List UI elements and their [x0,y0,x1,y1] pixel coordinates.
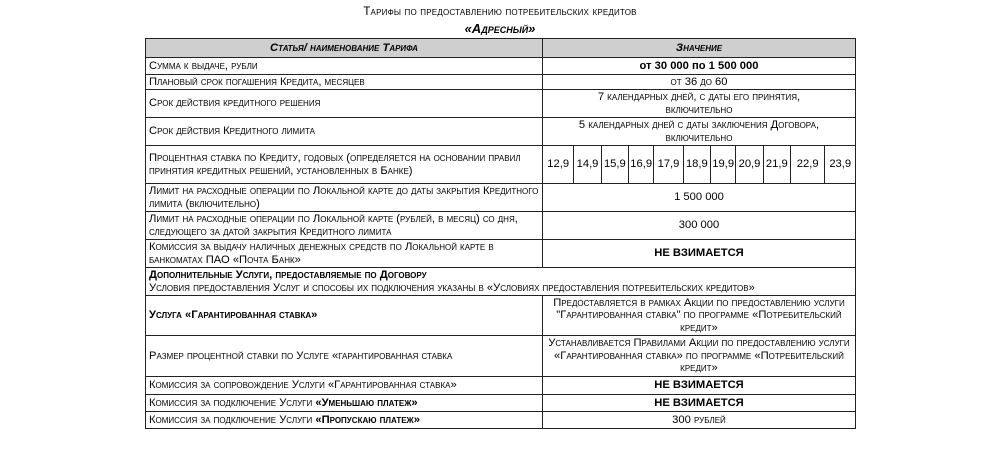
row-label-service: «Пропускаю платеж» [315,413,420,426]
table-row-rate [146,146,856,184]
table-row [146,336,856,377]
rate-value: 20,9 [736,146,763,184]
table-row [146,90,856,118]
rate-value: 22,9 [790,146,824,184]
header-value: Значение [542,39,855,58]
row-label: Процентная ставка по Кредиту, годовых (определяется на основании правил принятия кредитных решений, установленных в Банке) [146,146,543,184]
row-label-service: «Уменьшаю платеж» [315,396,418,409]
row-label: Комиссия за сопровождение Услуги «Гарантированная ставка» [146,377,543,395]
table-row [146,377,856,395]
row-label: Услуга «Гарантированная ставка» [146,296,543,336]
table-row [146,75,856,90]
rate-value: 21,9 [763,146,790,184]
row-label: Плановый срок погашения Кредита, месяцев [146,75,543,90]
row-label: Сумма к выдаче, рубли [146,58,543,75]
header-item: Статья/ наименование Тарифа [146,39,543,58]
row-label: Лимит на расходные операции по Локальной карте (рублей, в месяц) со дня, следующего за датой закрытия Кредитного лимита [146,212,543,240]
table-row [146,240,856,268]
rate-value: 19,9 [711,146,736,184]
row-value: от 30 000 по 1 500 000 [542,58,855,75]
table-row [146,212,856,240]
section-title: Дополнительные Услуги, предоставляемые по Договору [149,269,427,281]
row-value: 5 календарных дней с даты заключения Договора, включительно [542,118,855,146]
rate-value: 23,9 [825,146,856,184]
row-value: 300 рублей [542,412,855,429]
rate-value: 15,9 [601,146,628,184]
row-value: 7 календарных дней, с даты его принятия, включительно [542,90,855,118]
section-cell [146,268,856,296]
row-label [146,412,543,429]
table-row [146,58,856,75]
table-row [146,118,856,146]
tariff-table [145,38,856,429]
rate-value: 16,9 [629,146,654,184]
row-label: Срок действия Кредитного лимита [146,118,543,146]
table-header-row [146,39,856,58]
table-row [146,412,856,429]
table-row [146,296,856,336]
section-note: Условия предоставления Услуг и способы их подключения указаны в «Условиях предоставления потребительских кредитов» [149,281,755,294]
table-row [146,395,856,412]
row-label-prefix: Комиссия за подключение Услуги [149,413,316,426]
rate-value: 18,9 [683,146,710,184]
rate-value: 17,9 [654,146,683,184]
row-label-prefix: Комиссия за подключение Услуги [149,396,316,409]
row-label [146,395,543,412]
table-section-row [146,268,856,296]
row-value: от 36 до 60 [542,75,855,90]
rate-value: 14,9 [574,146,601,184]
row-value: 300 000 [542,212,855,240]
row-value: НЕ ВЗИМАЕТСЯ [542,395,855,412]
row-value: Предоставляется в рамках Акции по предоставлению услуги "Гарантированная ставка" по программе «Потребительский кредит» [542,296,855,336]
row-value: НЕ ВЗИМАЕТСЯ [542,377,855,395]
row-label: Срок действия кредитного решения [146,90,543,118]
row-label: Комиссия за выдачу наличных денежных средств по Локальной карте в банкоматах ПАО «Почта Банк» [146,240,543,268]
product-name: «Адресный» [464,21,536,36]
document-title: Тарифы по предоставлению потребительских кредитов [363,6,637,18]
rate-value: 12,9 [542,146,573,184]
row-label: Размер процентной ставки по Услуге «гарантированная ставка [146,336,543,377]
table-row [146,184,856,212]
row-value: 1 500 000 [542,184,855,212]
row-value: НЕ ВЗИМАЕТСЯ [542,240,855,268]
row-label: Лимит на расходные операции по Локальной карте до даты закрытия Кредитного лимита (включительно) [146,184,543,212]
row-value: Устанавливается Правилами Акции по предоставлению услуги «Гарантированная ставка» по программе «Потребительский кредит» [542,336,855,377]
